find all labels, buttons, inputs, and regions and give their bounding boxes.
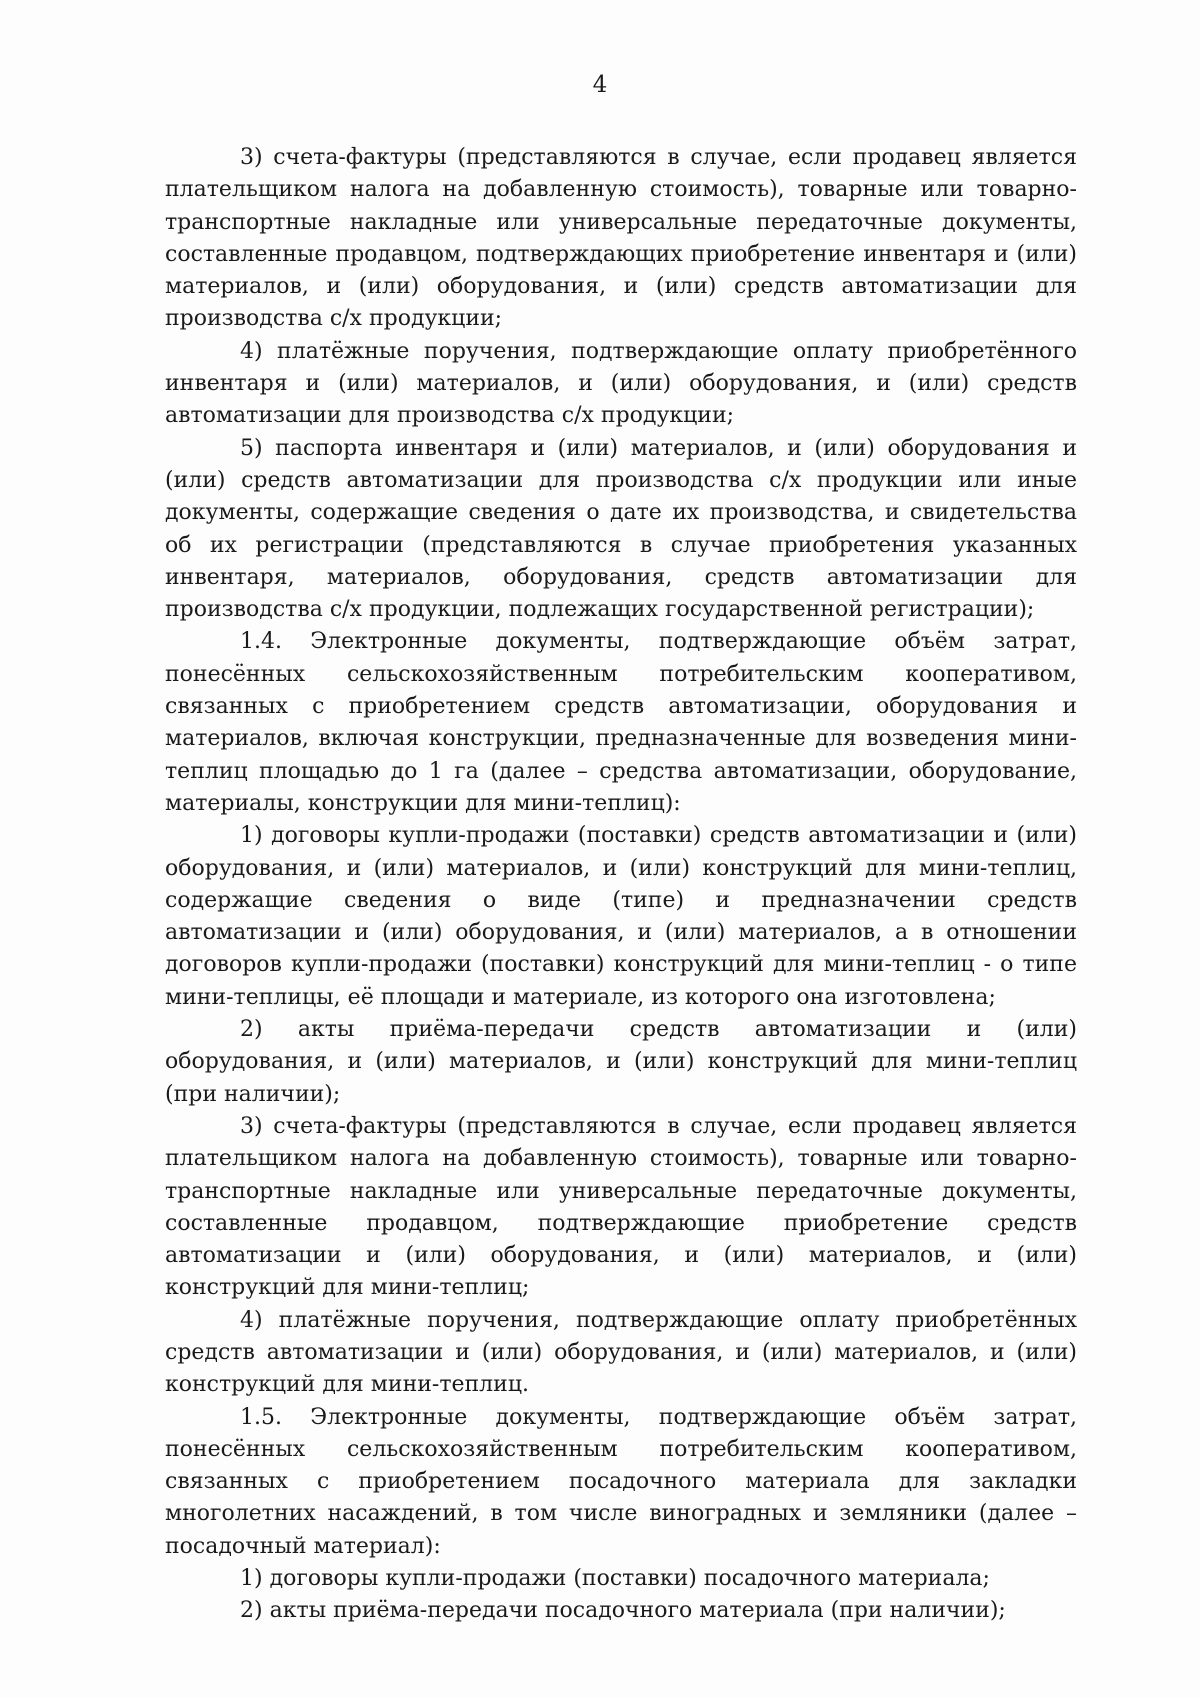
paragraph-section-1-5: 1.5. Электронные документы, подтверждающие объём затрат, понесённых сельскохозяйственным потребительским кооперативом, связанных с приобретением посадочного материала для закладки многолетних насаждений, в том числе виноградных и земляники (далее – посадочный материал): [165, 1404, 1077, 1559]
paragraph-item-1-planting-contracts: 1) договоры купли-продажи (поставки) посадочного материала; [240, 1566, 990, 1592]
document-body [165, 142, 1077, 1628]
page-number: 4 [592, 72, 608, 98]
paragraph-item-4-payment-orders: 4) платёжные поручения, подтверждающие оплату приобретённого инвентаря и (или) материалов, и (или) оборудования, и (или) средств автоматизации для производства с/х продукции; [165, 338, 1077, 429]
paragraph-item-3-invoices: 3) счета-фактуры (представляются в случае, если продавец является плательщиком налога на добавленную стоимость), товарные или товарно-транспортные накладные или универсальные передаточные документы, составленные продавцом, подтверждающих приобретение инвентаря и (или) материалов, и (или) оборудования, и (или) средств автоматизации для производства с/х продукции; [165, 145, 1077, 332]
paragraph-item-3-invoices-mini-greenhouses: 3) счета-фактуры (представляются в случае, если продавец является плательщиком налога на добавленную стоимость), товарные или товарно-транспортные накладные или универсальные передаточные документы, составленные продавцом, подтверждающие приобретение средств автоматизации и (или) оборудования, и (или) материалов, и (или) конструкций для мини-теплиц; [165, 1113, 1077, 1301]
paragraph-item-4-payment-orders-mini-greenhouses: 4) платёжные поручения, подтверждающие оплату приобретённых средств автоматизации и (или) оборудования, и (или) материалов, и (или) конструкций для мини-теплиц. [165, 1307, 1077, 1398]
paragraph-item-2-planting-acceptance-acts: 2) акты приёма-передачи посадочного материала (при наличии); [240, 1598, 1006, 1624]
paragraph-item-2-acceptance-acts: 2) акты приёма-передачи средств автоматизации и (или) оборудования, и (или) материалов, и (или) конструкций для мини-теплиц (при наличии); [165, 1017, 1077, 1107]
paragraph-item-1-contracts: 1) договоры купли-продажи (поставки) средств автоматизации и (или) оборудования, и (или) материалов, и (или) конструкций для мини-теплиц, содержащие сведения о виде (типе) и предназначении средств автоматизации и (или) оборудования, и (или) материалов, а в отношении договоров купли-продажи (поставки) конструкций для мини-теплиц - о типе мини-теплицы, её площади и материале, из которого она изготовлена; [165, 823, 1077, 1010]
paragraph-item-5-passports: 5) паспорта инвентаря и (или) материалов, и (или) оборудования и (или) средств автоматизации для производства с/х продукции или иные документы, содержащие сведения о дате их производства, и свидетельства об их регистрации (представляются в случае приобретения указанных инвентаря, материалов, оборудования, средств автоматизации для производства с/х продукции, подлежащих государственной регистрации); [165, 435, 1077, 623]
paragraph-section-1-4: 1.4. Электронные документы, подтверждающие объём затрат, понесённых сельскохозяйственным потребительским кооперативом, связанных с приобретением средств автоматизации, оборудования и материалов, включая конструкции, предназначенные для возведения мини-теплиц площадью до 1 га (далее – средства автоматизации, оборудование, материалы, конструкции для мини-теплиц): [165, 629, 1077, 816]
